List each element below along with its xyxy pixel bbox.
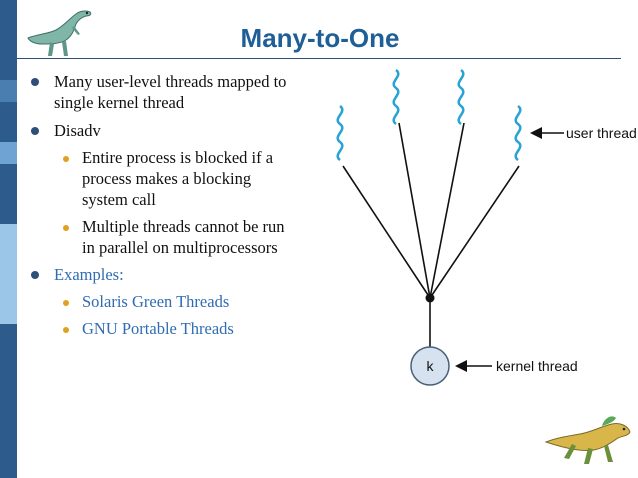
- user-thread-wave: [459, 70, 464, 124]
- slide-title: Many-to-One: [240, 23, 400, 53]
- bullet-line: Multiple threads cannot be run: [82, 217, 285, 236]
- bullet-line: single kernel thread: [54, 93, 185, 112]
- sub-bullet-gnu: GNU Portable Threads: [82, 319, 234, 338]
- user-thread-wave: [394, 70, 399, 124]
- lizard-logo-icon: [542, 408, 634, 474]
- user-thread-wave: [516, 106, 521, 160]
- junction-point: [426, 294, 435, 303]
- user-thread-wave: [338, 106, 343, 160]
- kernel-node-label: k: [426, 358, 434, 374]
- bullet-line: Entire process is blocked if a: [82, 148, 274, 167]
- bullet-disadv: Disadv: [54, 121, 101, 140]
- sub-bullet-solaris: Solaris Green Threads: [82, 292, 230, 311]
- bullet-line: in parallel on multiprocessors: [82, 238, 278, 257]
- bullet-line: process makes a blocking: [82, 169, 252, 188]
- bullet-line: Many user-level threads mapped to: [54, 72, 287, 91]
- user-thread-label: user thread: [566, 125, 637, 141]
- bullet-examples: Examples:: [54, 265, 124, 284]
- kernel-thread-label: kernel thread: [496, 358, 578, 374]
- bullet-line: system call: [82, 190, 156, 209]
- thread-connection-lines: [343, 123, 519, 347]
